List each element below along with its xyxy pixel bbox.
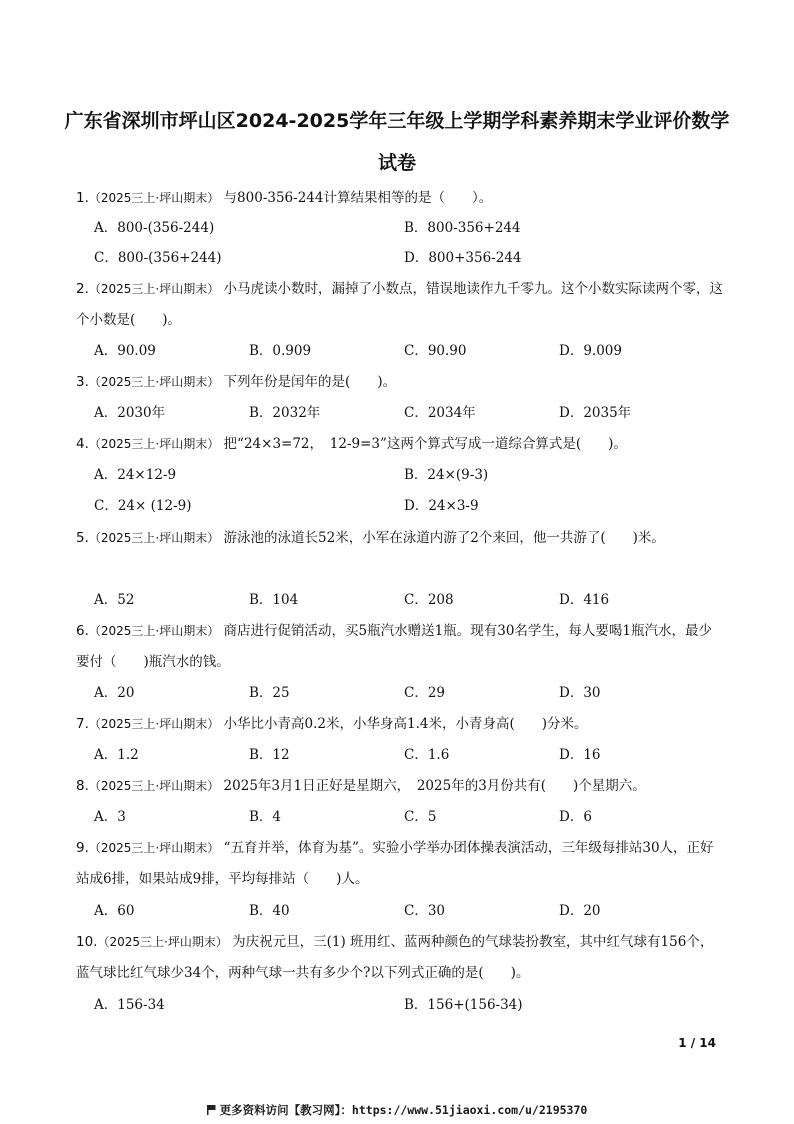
- footer-link-text[interactable]: 更多资料访问【教习网】：https://www.51jiaoxi.com/u/2195370: [219, 1103, 588, 1117]
- option-a: A．24×12-9: [94, 467, 177, 483]
- question-text: 下列年份是闰年的是( )。: [223, 374, 397, 390]
- option-c: C．2034年: [404, 405, 476, 421]
- question-source: （2025三上·坪山期末）: [88, 717, 220, 731]
- question-source: （2025三上·坪山期末）: [88, 437, 220, 451]
- question-text: 与800-356-244计算结果相等的是（ ）。: [223, 190, 493, 206]
- option-a: A．3: [94, 809, 126, 825]
- options-row: [94, 990, 734, 1021]
- option-a: A．2030年: [94, 405, 166, 421]
- flag-icon: [207, 1105, 216, 1115]
- options-row: [94, 398, 734, 429]
- page-number: 1 / 14: [678, 1036, 716, 1050]
- question-number: 10.: [76, 934, 98, 950]
- option-a: A．156-34: [94, 997, 165, 1013]
- options-row: [94, 678, 734, 709]
- question-number: 6.: [76, 623, 89, 639]
- question-text: 为庆祝元旦，三(1) 班用红、蓝两种颜色的气球装扮教室，其中红气球有156个，蓝气球比红气球少34个，两种气球一共有多少个?以下列式正确的是( )。: [76, 934, 714, 981]
- question-number: 7.: [76, 716, 89, 732]
- footer: [0, 1102, 794, 1118]
- options-row: [94, 243, 734, 274]
- question-source: （2025三上·坪山期末）: [88, 779, 220, 793]
- options-row: [94, 491, 734, 522]
- option-d: D．24×3-9: [404, 498, 479, 514]
- options-row: [94, 585, 734, 616]
- question-6: [76, 616, 724, 678]
- option-c: C．30: [404, 903, 446, 919]
- option-c: C．208: [404, 592, 454, 608]
- question-number: 1.: [76, 190, 89, 206]
- option-b: B．800-356+244: [404, 220, 521, 236]
- options-row: [94, 740, 734, 771]
- option-c: C．5: [404, 809, 437, 825]
- question-8: [76, 771, 724, 802]
- question-text: 小华比小青高0.2米，小华身高1.4米，小青身高( )分米。: [223, 716, 588, 732]
- options-row: [94, 802, 734, 833]
- question-number: 9.: [76, 840, 89, 856]
- option-b: B．156+(156-34): [404, 997, 523, 1013]
- options-row: [94, 213, 734, 244]
- option-d: D．416: [559, 592, 610, 608]
- question-text: 游泳池的泳道长52米，小军在泳道内游了2个来回，他一共游了( )米。: [223, 530, 665, 546]
- question-source: （2025三上·坪山期末）: [88, 841, 220, 855]
- question-text: 商店进行促销活动，买5瓶汽水赠送1瓶。现有30名学生，每人要喝1瓶汽水，最少要付（ )瓶汽水的钱。: [76, 623, 712, 670]
- option-b: B．4: [249, 809, 282, 825]
- question-text: 2025年3月1日正好是星期六， 2025年的3月份共有( )个星期六。: [223, 778, 646, 794]
- question-number: 5.: [76, 530, 89, 546]
- document-title-line2: 试卷: [377, 152, 416, 174]
- option-d: D．2035年: [559, 405, 632, 421]
- question-10: [76, 927, 724, 989]
- option-a: A．1.2: [94, 747, 139, 763]
- question-number: 4.: [76, 436, 89, 452]
- option-b: B．24×(9-3): [404, 467, 489, 483]
- option-d: D．20: [559, 903, 601, 919]
- option-a: A．60: [94, 903, 135, 919]
- option-b: B．2032年: [249, 405, 321, 421]
- option-c: C．29: [404, 685, 446, 701]
- question-source: （2025三上·坪山期末）: [88, 375, 220, 389]
- question-7: [76, 709, 724, 740]
- question-2: [76, 274, 724, 336]
- question-text: 把“24×3=72， 12-9=3”这两个算式写成一道综合算式是( )。: [223, 436, 627, 452]
- option-b: B．25: [249, 685, 290, 701]
- options-row: [94, 336, 734, 367]
- option-d: D．16: [559, 747, 601, 763]
- option-c: C．24× (12-9): [94, 498, 192, 514]
- question-number: 2.: [76, 281, 89, 297]
- question-4: [76, 429, 724, 460]
- question-source: （2025三上·坪山期末）: [97, 935, 228, 949]
- question-number: 8.: [76, 778, 89, 794]
- option-c: C．800-(356+244): [94, 250, 222, 266]
- question-9: [76, 833, 724, 895]
- option-c: C．90.90: [404, 343, 467, 359]
- question-source: （2025三上·坪山期末）: [88, 531, 220, 545]
- option-b: B．0.909: [249, 343, 312, 359]
- option-d: D．30: [559, 685, 601, 701]
- option-d: D．9.009: [559, 343, 622, 359]
- option-b: B．104: [249, 592, 299, 608]
- option-d: D．800+356-244: [404, 250, 522, 266]
- options-row: [94, 460, 734, 491]
- option-a: A．90.09: [94, 343, 156, 359]
- option-a: A．800-(356-244): [94, 220, 215, 236]
- option-d: D．6: [559, 809, 592, 825]
- question-source: （2025三上·坪山期末）: [88, 191, 220, 205]
- question-text: “五育并举，体育为基”。实验小学举办团体操表演活动，三年级每排站30人，正好站成6排，如果站成9排，平均每排站（ )人。: [76, 840, 714, 887]
- question-5: [76, 523, 724, 554]
- option-a: A．52: [94, 592, 135, 608]
- question-1: [76, 183, 724, 214]
- document-title-line1: 广东省深圳市坪山区2024-2025学年三年级上学期学科素养期末学业评价数学: [64, 110, 730, 132]
- question-text: 小马虎读小数时，漏掉了小数点，错误地读作九千零九。这个小数实际读两个零，这个小数是( )。: [76, 281, 724, 328]
- option-b: B．12: [249, 747, 290, 763]
- option-c: C．1.6: [404, 747, 450, 763]
- option-b: B．40: [249, 903, 290, 919]
- question-3: [76, 367, 724, 398]
- options-row: [94, 896, 734, 927]
- option-a: A．20: [94, 685, 135, 701]
- question-number: 3.: [76, 374, 89, 390]
- question-source: （2025三上·坪山期末）: [88, 282, 220, 296]
- question-source: （2025三上·坪山期末）: [88, 624, 220, 638]
